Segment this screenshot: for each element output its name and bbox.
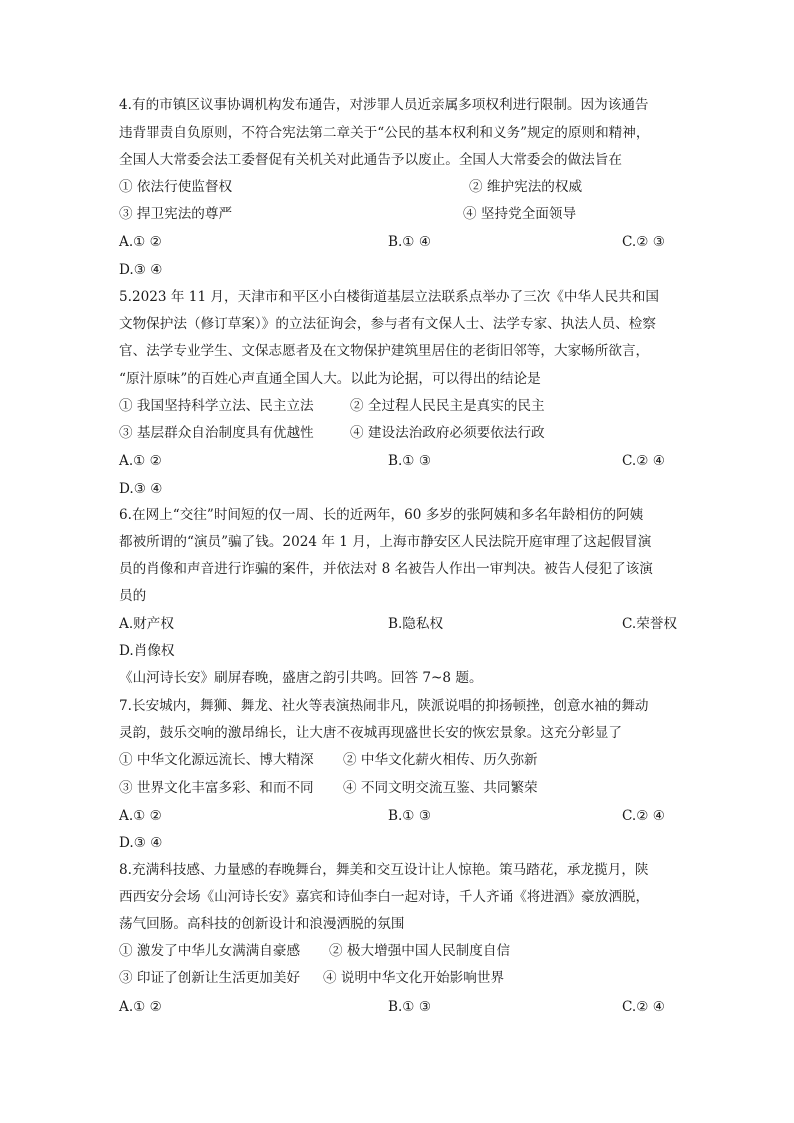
q6-stem-line-3: 员的肖像和声音进行诈骗的案件，并依法对 8 名被告人作出一审判决。被告人侵犯了该演 [119, 561, 653, 577]
q5-stem-line-1: 5.2023 年 11 月，天津市和平区小白楼街道基层立法联系点举办了三次《中华人民共和国 [119, 289, 660, 305]
q7-item-3: ③ 世界文化丰富多彩、和而不同 [119, 780, 314, 796]
q6-choice-b: B.隐私权 [388, 616, 444, 632]
q4-item-3: ③ 捍卫宪法的尊严 [119, 206, 233, 222]
q8-item-4: ④ 说明中华文化开始影响世界 [323, 970, 505, 986]
q8-item-1: ① 激发了中华儿女满满自豪感 [119, 943, 301, 959]
q6-choice-c: C.荣誉权 [622, 616, 678, 632]
q4-item-1: ① 依法行使监督权 [119, 179, 233, 195]
q5-choice-d: D.③ ④ [119, 481, 163, 497]
q6-stem-line-2: 都被所谓的“演员”骗了钱。2024 年 1 月，上海市静安区人民法院开庭审理了这起假冒演 [119, 534, 652, 550]
q5-item-4: ④ 建设法治政府必须要依法行政 [350, 425, 545, 441]
q4-choice-a: A.① ② [119, 234, 162, 250]
q7-choice-d: D.③ ④ [119, 835, 163, 851]
q7-choice-a: A.① ② [119, 808, 162, 824]
q8-stem-line-1: 8.充满科技感、力量感的春晚舞台，舞美和交互设计让人惊艳。策马踏花，承龙揽月，陕 [119, 862, 649, 878]
q5-item-1: ① 我国坚持科学立法、民主立法 [119, 398, 314, 414]
q4-item-4: ④ 坚持党全面领导 [463, 206, 577, 222]
q6-stem-line-1: 6.在网上“交往”时间短的仅一周、长的近两年，60 多岁的张阿姨和多名年龄相仿的阿姨 [119, 507, 644, 523]
q6-stem-line-4: 员的 [119, 588, 147, 604]
q8-choice-b: B.① ③ [388, 999, 432, 1015]
q5-choice-c: C.② ④ [622, 453, 665, 469]
q5-choice-a: A.① ② [119, 453, 162, 469]
q8-choice-c: C.② ④ [622, 999, 665, 1015]
q4-stem-line-1: 4.有的市镇区议事协调机构发布通告，对涉罪人员近亲属多项权利进行限制。因为该通告 [119, 97, 649, 113]
q5-stem-line-3: 官、法学专业学生、文保志愿者及在文物保护建筑里居住的老街旧邻等，大家畅所欲言， [119, 343, 650, 359]
q5-stem-line-2: 文物保护法（修订草案）》的立法征询会，参与者有文保人士、法学专家、执法人员、检察 [119, 316, 656, 332]
q8-stem-line-3: 荡气回肠。高科技的创新设计和浪漫洒脱的氛围 [119, 916, 405, 932]
q8-stem-line-2: 西西安分会场《山河诗长安》嘉宾和诗仙李白一起对诗，千人齐诵《将进酒》豪放洒脱， [119, 889, 650, 905]
q7-stem-line-2: 灵韵，鼓乐交响的激昂绵长，让大唐不夜城再现盛世长安的恢宏景象。这充分彰显了 [119, 725, 622, 741]
q6-choice-d: D.肖像权 [119, 643, 175, 659]
q7-stem-line-1: 7.长安城内，舞狮、舞龙、社火等表演热闹非凡，陕派说唱的抑扬顿挫，创意水袖的舞动 [119, 698, 649, 714]
q8-item-3: ③ 印证了创新让生活更加美好 [119, 970, 301, 986]
q5-item-2: ② 全过程人民民主是真实的民主 [350, 398, 545, 414]
q4-choice-d: D.③ ④ [119, 262, 163, 278]
q4-item-2: ② 维护宪法的权威 [469, 179, 583, 195]
q7-8-intro: 《山河诗长安》刷屏春晚，盛唐之韵引共鸣。回答 7~8 题。 [119, 670, 483, 686]
q7-choice-b: B.① ③ [388, 808, 432, 824]
q6-choice-a: A.财产权 [119, 616, 174, 632]
q4-stem-line-3: 全国人大常委会法工委督促有关机关对此通告予以废止。全国人大常委会的做法旨在 [119, 152, 622, 168]
q5-stem-line-4: “原汁原味”的百姓心声直通全国人大。以此为论据，可以得出的结论是 [119, 371, 541, 387]
q7-item-4: ④ 不同文明交流互鉴、共同繁荣 [343, 780, 538, 796]
q4-stem-line-2: 违背罪责自负原则，不符合宪法第二章关于“公民的基本权利和义务”规定的原则和精神， [119, 125, 650, 141]
q4-choice-c: C.② ③ [622, 234, 665, 250]
q7-item-2: ② 中华文化薪火相传、历久弥新 [343, 752, 538, 768]
q4-choice-b: B.① ④ [388, 234, 432, 250]
q7-item-1: ① 中华文化源远流长、博大精深 [119, 752, 314, 768]
q7-choice-c: C.② ④ [622, 808, 665, 824]
q8-choice-a: A.① ② [119, 999, 162, 1015]
q5-item-3: ③ 基层群众自治制度具有优越性 [119, 425, 314, 441]
q5-choice-b: B.① ③ [388, 453, 432, 469]
q8-item-2: ② 极大增强中国人民制度自信 [329, 943, 511, 959]
